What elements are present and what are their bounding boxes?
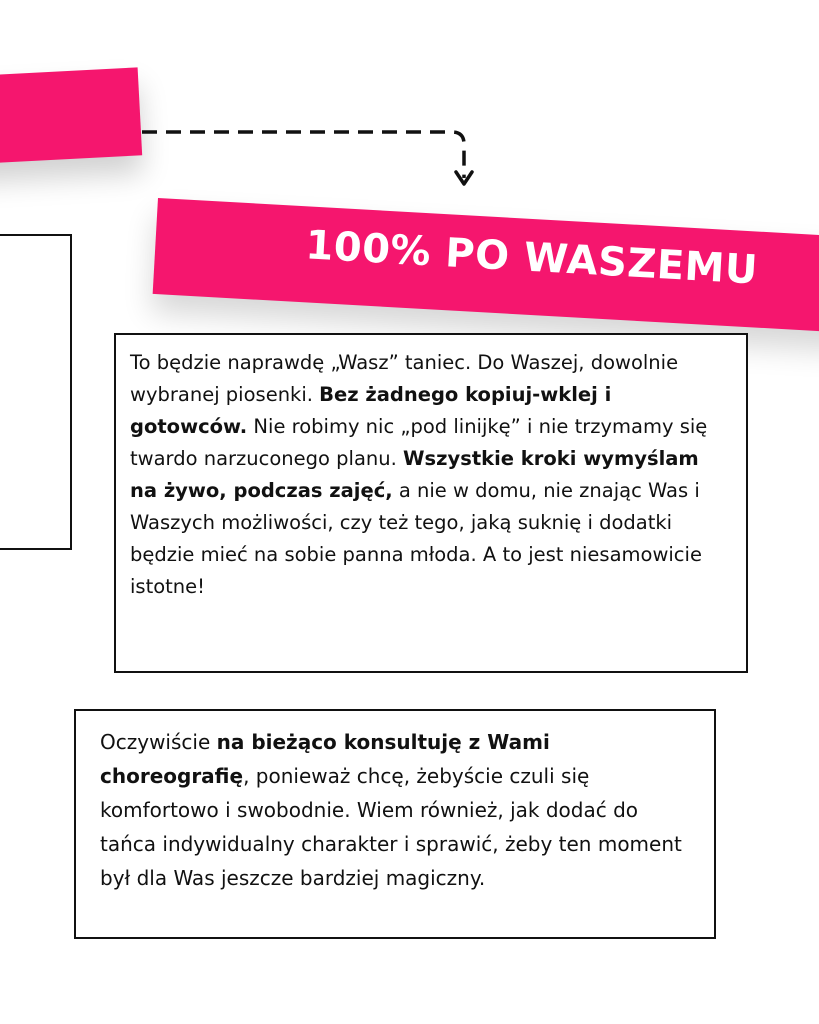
decorative-box-left (0, 234, 72, 550)
description-box-2 (74, 709, 716, 939)
box1-text-1: To będzie naprawdę „Wasz” taniec. Do Waszej, dowolnie wybranej piosenki. (130, 351, 679, 406)
box2-text-2: , ponieważ chcę, żebyście czuli się komfortowo i swobodnie. Wiem również, jak dodać do tańca indywidualny charakter i sprawić, żeby ten moment był dla Was jeszcze bardziej magiczny. (100, 764, 682, 890)
decorative-banner-left (0, 67, 142, 164)
box1-text-bold-1: Bez żadnego kopiuj-wklej i gotowców. (130, 383, 612, 438)
box2-text-bold-1: na bieżąco konsultuję z Wami choreografię (100, 730, 550, 788)
box1-text-3: a nie w domu, nie znając Was i Waszych możliwości, czy też tego, jaką suknię i dodatki będzie mieć na sobie panna młoda. A to jest niesamowicie istotne! (130, 479, 702, 598)
description-box-1 (114, 333, 748, 673)
banner-title: 100% PO WASZEMU (304, 222, 760, 294)
title-banner (153, 198, 819, 333)
box2-text-1: Oczywiście (100, 730, 217, 754)
box1-text-2: Nie robimy nic „pod linijkę” i nie trzymamy się twardo narzuconego planu. (130, 415, 708, 470)
box1-text-bold-2: Wszystkie kroki wymyślam na żywo, podczas zajęć, (130, 447, 699, 502)
